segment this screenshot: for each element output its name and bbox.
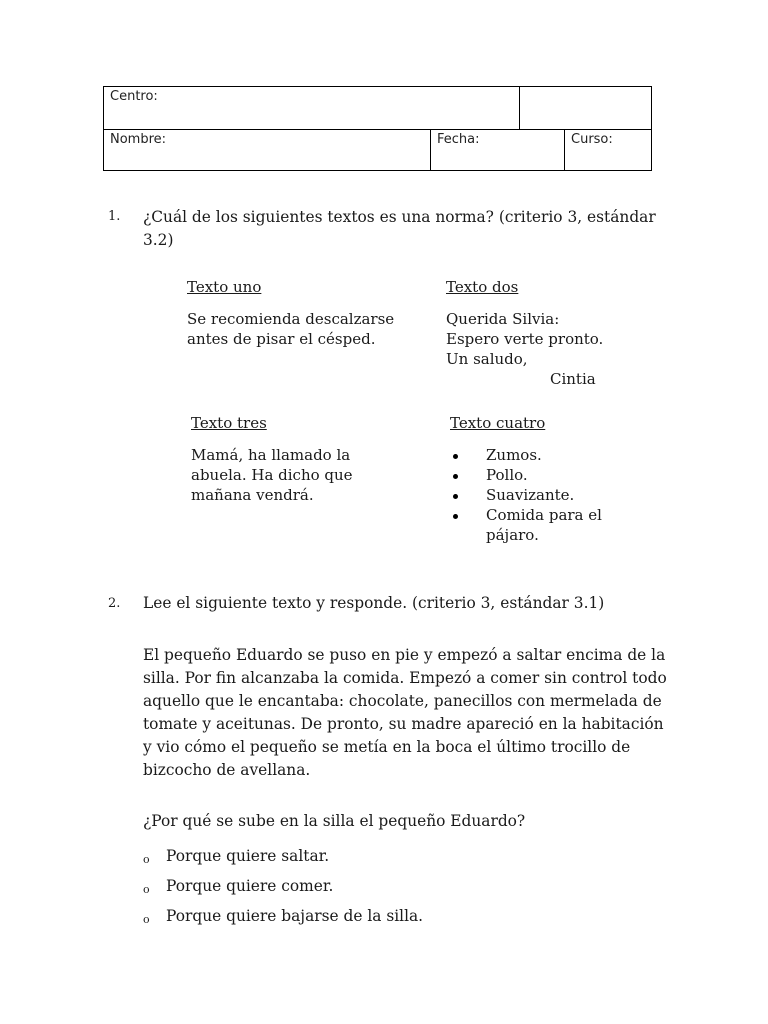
texto-dos-body [446,309,603,369]
texto-uno-body [187,309,394,349]
texto-cuatro-title: Texto cuatro [450,414,546,432]
bullet-icon [453,514,458,519]
texto-dos-title: Texto dos [446,278,519,296]
texto-tres-title: Texto tres [191,414,267,432]
option-marker-icon: o [143,883,150,896]
texto-tres-line1: Mamá, ha llamado la [191,446,351,464]
passage-line: El pequeño Eduardo se puso en pie y empezó a saltar encima de la [143,646,666,664]
q1-question-line1: ¿Cuál de los siguientes textos es una norma? (criterio 3, estándar [143,208,656,226]
q2-number: 2. [108,596,121,611]
texto-tres-line2: abuela. Ha dicho que [191,466,353,484]
bullet-icon [453,474,458,479]
option-bajarse[interactable]: Porque quiere bajarse de la silla. [166,907,424,925]
option-marker-icon: o [143,913,150,926]
bullet-icon [453,494,458,499]
list-item: Zumos. [486,446,542,464]
option-comer[interactable]: Porque quiere comer. [166,877,334,895]
texto-uno-title: Texto uno [187,278,262,296]
centro-label: Centro: [110,89,158,104]
option-saltar[interactable]: Porque quiere saltar. [166,847,330,865]
q2-passage [143,644,667,782]
curso-label: Curso: [571,132,613,147]
texto-dos-line2: Espero verte pronto. [446,330,604,348]
texto-tres-body [191,445,353,505]
header-table [103,86,652,171]
texto-uno-line2: antes de pisar el césped. [187,330,376,348]
bullet-icon [453,454,458,459]
passage-line: aquello que le encantaba: chocolate, panecillos con mermelada de [143,692,662,710]
texto-dos-line1: Querida Silvia: [446,310,560,328]
texto-cuatro-list [450,445,650,555]
centro-extra-cell[interactable] [519,86,652,130]
passage-line: tomate y aceitunas. De pronto, su madre apareció en la habitación [143,715,664,733]
list-item-continuation: pájaro. [486,526,539,544]
fecha-label: Fecha: [437,132,480,147]
q1-number: 1. [108,209,121,224]
list-item: Suavizante. [486,486,575,504]
option-marker-icon: o [143,853,150,866]
list-item: Pollo. [486,466,528,484]
q2-question: Lee el siguiente texto y responde. (criterio 3, estándar 3.1) [143,594,605,612]
texto-uno-line1: Se recomienda descalzarse [187,310,395,328]
nombre-label: Nombre: [110,132,167,147]
q1-question-line2: 3.2) [143,231,174,249]
fecha-cell[interactable] [430,129,565,171]
passage-line: bizcocho de avellana. [143,761,311,779]
texto-dos-line3: Un saludo, [446,350,528,368]
centro-cell[interactable] [103,86,520,130]
nombre-cell[interactable] [103,129,431,171]
curso-cell[interactable] [564,129,652,171]
q1-question [143,206,656,252]
q2-sub-question: ¿Por qué se sube en la silla el pequeño Eduardo? [143,812,526,830]
passage-line: silla. Por fin alcanzaba la comida. Empezó a comer sin control todo [143,669,667,687]
texto-tres-line3: mañana vendrá. [191,486,314,504]
texto-dos-signature: Cintia [550,370,596,388]
passage-line: y vio cómo el pequeño se metía en la boca el último trocillo de [143,738,631,756]
list-item: Comida para el [486,506,602,524]
